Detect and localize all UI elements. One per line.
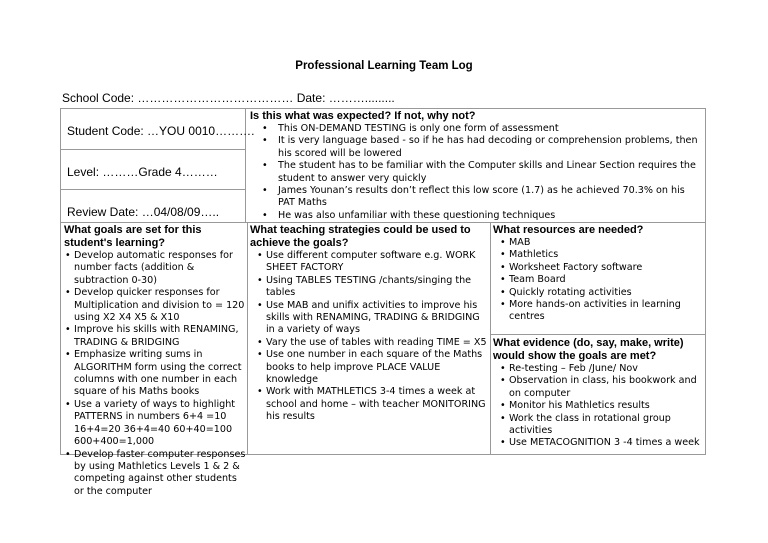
list-item: • Use a variety of ways to highlight PATTERNS in numbers 6+4 =10 16+4=20 36+4=40 60+40=100 600+400=1,000 — [64, 399, 246, 449]
list-item: • He was also unfamiliar with these questioning techniques — [250, 210, 702, 222]
list-item: • Emphasize writing sums in ALGORITHM form using the correct columns with one number in each square of his Maths books — [64, 349, 246, 399]
divider — [61, 189, 245, 190]
list-item: • Develop faster computer responses by using Mathletics Levels 1 & 2 & competing against other students or the computer — [64, 449, 246, 499]
school-code-date-line: School Code: ………………………………… Date: ………......... — [62, 91, 395, 105]
list-item: • Mathletics — [499, 249, 703, 261]
list-item: • The student has to be familiar with the Computer skills and Linear Section requires the student to answer very quickly — [250, 160, 702, 185]
list-item: • Use one number in each square of the Maths books to help improve PLACE VALUE knowledge — [256, 349, 488, 386]
list-item: • This ON-DEMAND TESTING is only one form of assessment — [250, 123, 702, 135]
list-item: • Monitor his Mathletics results — [499, 400, 703, 412]
list-item: • Use MAB and unifix activities to improve his skills with RENAMING, TRADING & BRIDGING in a variety of ways — [256, 300, 488, 337]
strategies-section — [250, 224, 488, 424]
resources-heading: What resources are needed? — [493, 224, 644, 236]
student-code: Student Code: …YOU 0010………. — [67, 124, 255, 138]
resources-section — [493, 224, 703, 324]
list-item: • Observation in class, his bookwork and on computer — [499, 375, 703, 400]
strategies-heading: What teaching strategies could be used to achieve the goals? — [250, 224, 471, 249]
evidence-section — [493, 337, 703, 450]
divider — [490, 222, 491, 454]
student-level: Level: ………Grade 4……… — [67, 165, 218, 179]
list-item: • It is very language based - so if he has had decoding or comprehension problems, then his scored will be lowered — [250, 135, 702, 160]
list-item: • MAB — [499, 237, 703, 249]
list-item: • Using TABLES TESTING /chants/singing the tables — [256, 275, 488, 300]
list-item: • Develop automatic responses for number facts (addition & subtraction 0-30) — [64, 250, 246, 287]
divider — [490, 334, 705, 335]
list-item: • Re-testing – Feb /June/ Nov — [499, 363, 703, 375]
list-item: • Vary the use of tables with reading TIME = X5 — [256, 337, 488, 349]
log-table — [60, 108, 706, 497]
list-item: • Team Board — [499, 274, 703, 286]
list-item: • Use different computer software e.g. WORK SHEET FACTORY — [256, 250, 488, 275]
list-item: • Worksheet Factory software — [499, 262, 703, 274]
list-item: • James Younan’s results don’t reflect this low score (1.7) as he achieved 70.3% on his PAT Maths — [250, 185, 702, 210]
list-item: • Work with MATHLETICS 3-4 times a week at school and home – with teacher MONITORING his results — [256, 386, 488, 423]
divider — [61, 149, 245, 150]
list-item: • Improve his skills with RENAMING, TRADING & BRIDGING — [64, 324, 246, 349]
goals-heading: What goals are set for this student's learning? — [64, 224, 202, 249]
divider — [247, 222, 248, 454]
list-item: • Quickly rotating activities — [499, 287, 703, 299]
goals-section — [64, 224, 246, 498]
expected-heading: Is this what was expected? If not, why not? — [250, 110, 476, 122]
page-title: Professional Learning Team Log — [295, 60, 473, 72]
expected-section — [250, 110, 702, 222]
evidence-heading: What evidence (do, say, make, write) would show the goals are met? — [493, 337, 684, 362]
review-date: Review Date: …04/08/09….. — [67, 205, 220, 219]
list-item: • Work the class in rotational group activities — [499, 413, 703, 438]
list-item: • Develop quicker responses for Multiplication and division to = 120 using X2 X4 X5 & X10 — [64, 287, 246, 324]
list-item: • Use METACOGNITION 3 -4 times a week — [499, 437, 703, 449]
list-item: • More hands-on activities in learning centres — [499, 299, 703, 324]
